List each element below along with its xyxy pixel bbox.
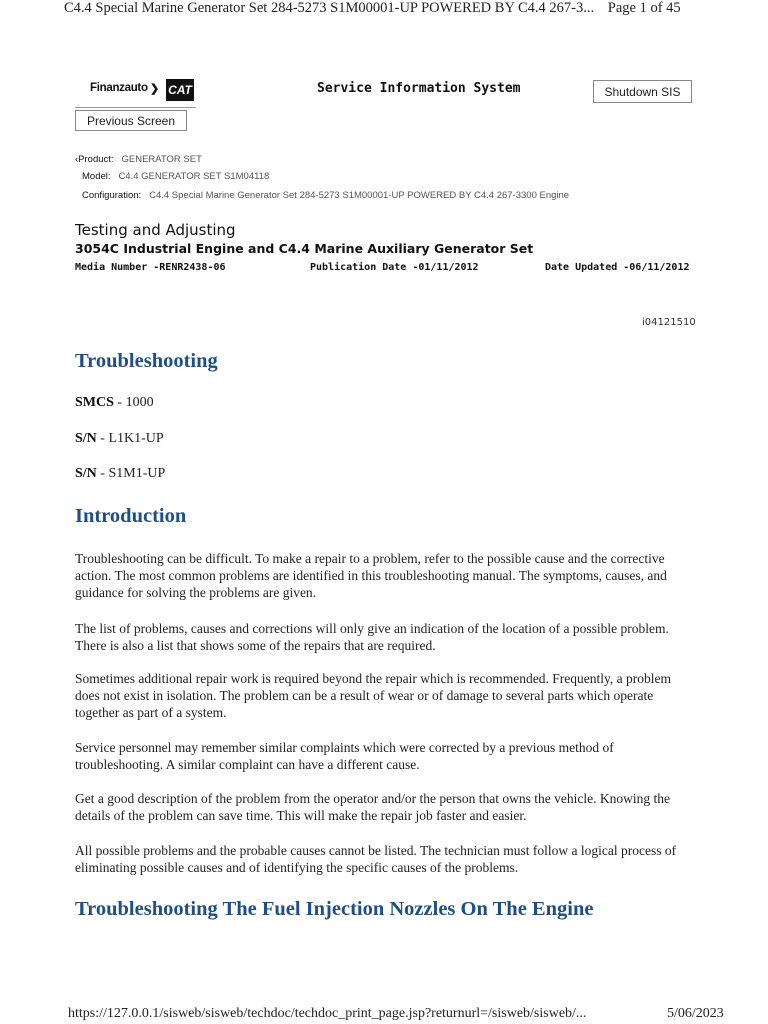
heading-introduction: Introduction — [75, 505, 187, 527]
page-indicator: Page 1 of 45 — [607, 0, 681, 16]
finanzauto-logo: Finanzauto — [90, 82, 148, 94]
print-doc-title: C4.4 Special Marine Generator Set 284-5273 S1M00001-UP POWERED BY C4.4 267-3... — [64, 0, 595, 16]
paragraph: Troubleshooting can be difficult. To make a repair to a problem, refer to the possible cause and the corrective action. The most common problems are identified in this troubleshooting manual. The symptoms, causes, and guidance for solving the problems are given. — [75, 551, 667, 600]
print-footer-date: 5/06/2023 — [667, 1006, 724, 1021]
breadcrumb-configuration — [82, 190, 569, 201]
document-title: Testing and Adjusting — [75, 221, 236, 239]
model-value: C4.4 GENERATOR SET S1M04118 — [118, 171, 270, 182]
product-label: Product: — [78, 154, 114, 165]
cat-logo: CAT — [166, 79, 194, 101]
sis-title: Service Information System — [317, 81, 521, 96]
product-value: GENERATOR SET — [121, 154, 202, 165]
sn-label: S/N — [75, 466, 97, 481]
serial-line-1 — [75, 431, 164, 447]
smcs-label: SMCS — [75, 395, 114, 410]
config-value: C4.4 Special Marine Generator Set 284-5273 S1M00001-UP POWERED BY C4.4 267-3300 Engine — [149, 190, 570, 201]
paragraph: Sometimes additional repair work is required beyond the repair which is recommended. Frequently, a problem does not exist in isolation. The problem can be a result of wear or of damage to several parts which operate together as part of a system. — [75, 671, 671, 720]
paragraph: Get a good description of the problem from the operator and/or the person that owns the vehicle. Knowing the details of the problem can save time. This will make the repair job faster and easier. — [75, 791, 670, 823]
model-label: Model: — [82, 171, 111, 182]
previous-screen-button[interactable]: Previous Screen — [75, 110, 187, 131]
sn2-value: - S1M1-UP — [96, 466, 166, 481]
smcs-value: - 1000 — [113, 395, 154, 410]
print-header — [64, 0, 681, 17]
serial-line-2 — [75, 466, 165, 482]
sn1-value: - L1K1-UP — [96, 431, 164, 446]
publication-date: Publication Date -01/11/2012 — [310, 262, 479, 273]
paragraph: The list of problems, causes and corrections will only give an indication of the location of a possible problem. There is also a list that shows some of the repairs that are required. — [75, 621, 669, 653]
shutdown-sis-button[interactable]: Shutdown SIS — [593, 80, 692, 103]
sn-label: S/N — [75, 431, 97, 446]
heading-fuel-injection-nozzles: Troubleshooting The Fuel Injection Nozzles On The Engine — [75, 898, 594, 920]
smcs-line — [75, 395, 154, 411]
config-label: Configuration: — [82, 190, 142, 201]
date-updated: Date Updated -06/11/2012 — [545, 262, 690, 273]
print-footer-url: https://127.0.0.1/sisweb/sisweb/techdoc/techdoc_print_page.jsp?returnurl=/sisweb/sisweb/... — [68, 1006, 587, 1021]
document-subtitle: 3054C Industrial Engine and C4.4 Marine Auxiliary Generator Set — [75, 241, 534, 256]
chevron-left-icon: ‹ — [75, 154, 79, 165]
finanzauto-mark-icon: ❯ — [150, 83, 160, 95]
document-id: i04121510 — [642, 317, 696, 328]
media-number: Media Number -RENR2438-06 — [75, 262, 226, 273]
paragraph: Service personnel may remember similar complaints which were corrected by a previous method of troubleshooting. A similar complaint can have a different cause. — [75, 740, 614, 772]
heading-troubleshooting: Troubleshooting — [75, 350, 218, 372]
paragraph: All possible problems and the probable causes cannot be listed. The technician must follow a logical process of eliminating possible causes and of identifying the specific causes of the problems. — [75, 843, 677, 875]
breadcrumb-product[interactable] — [75, 154, 202, 165]
breadcrumb-model — [82, 171, 269, 182]
